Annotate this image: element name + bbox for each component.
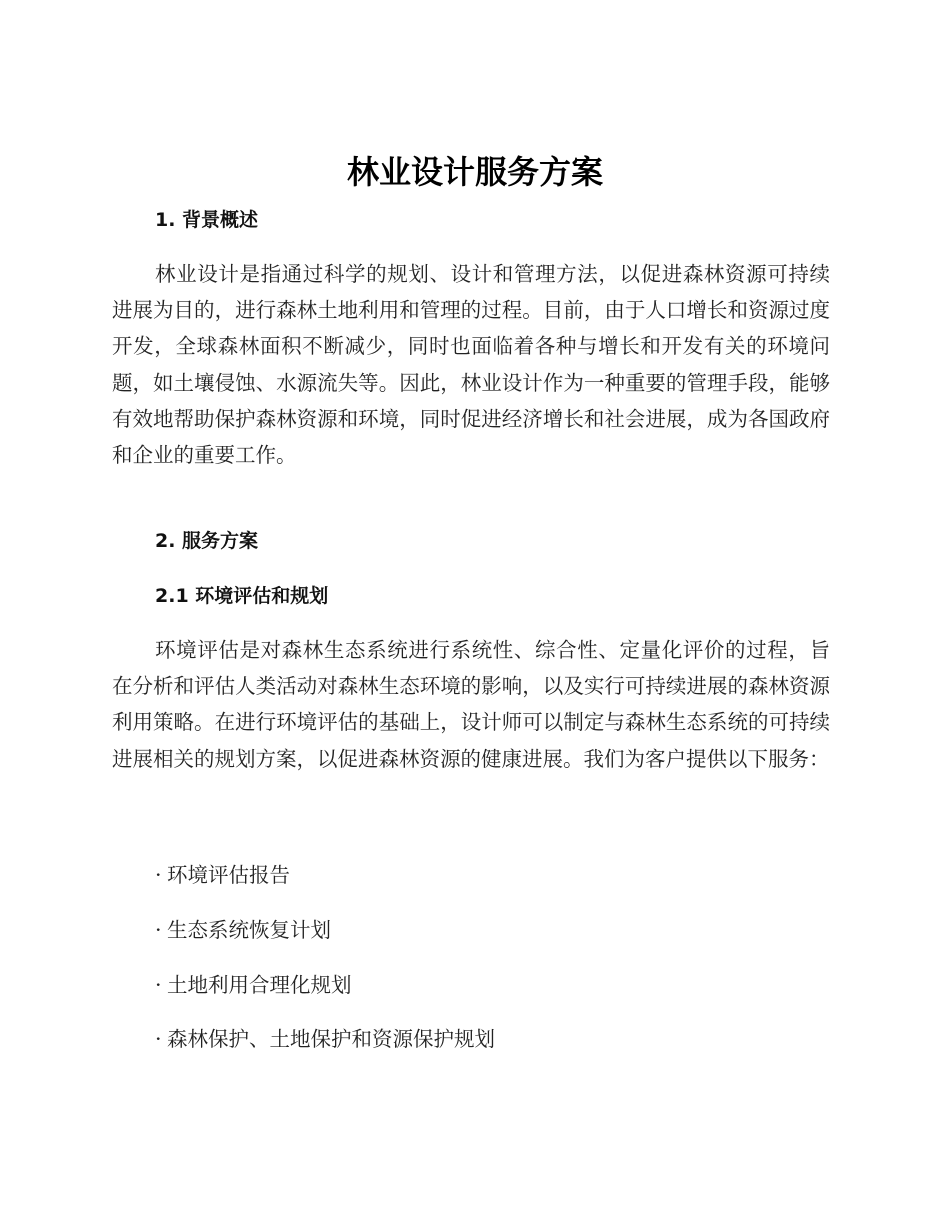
- list-item: [155, 860, 290, 890]
- environment-assessment-paragraph: 环境评估是对森林生态系统进行系统性、综合性、定量化评价的过程，旨在分析和评估人类活动对森林生态环境的影响，以及实行可持续进展的森林资源利用策略。在进行环境评估的基础上，设计师可以制定与森林生态系统的可持续进展相关的规划方案，以促进森林资源的健康进展。我们为客户提供以下服务：: [112, 638, 830, 771]
- list-item-text: 土地利用合理化规划: [167, 973, 352, 997]
- background-paragraph: 林业设计是指通过科学的规划、设计和管理方法，以促进森林资源可持续进展为目的，进行森林土地利用和管理的过程。目前，由于人口增长和资源过度开发，全球森林面积不断减少，同时也面临着各种与增长和开发有关的环境问题，如土壤侵蚀、水源流失等。因此，林业设计作为一种重要的管理手段，能够有效地帮助保护森林资源和环境，同时促进经济增长和社会进展，成为各国政府和企业的重要工作。: [112, 262, 830, 468]
- list-item: [155, 1024, 495, 1054]
- section-heading-service-plan: 2. 服务方案: [155, 530, 259, 552]
- list-item: [155, 970, 352, 1000]
- list-item: [155, 915, 331, 945]
- bullet-icon: ·: [155, 973, 162, 997]
- document-title: 林业设计服务方案: [346, 153, 603, 191]
- list-item-text: 环境评估报告: [167, 863, 290, 887]
- section-heading-background: 1. 背景概述: [155, 209, 259, 231]
- bullet-icon: ·: [155, 918, 162, 942]
- bullet-icon: ·: [155, 863, 162, 887]
- list-item-text: 生态系统恢复计划: [167, 918, 331, 942]
- subsection-heading-environment-assessment: 2.1 环境评估和规划: [155, 585, 329, 607]
- bullet-icon: ·: [155, 1027, 162, 1051]
- list-item-text: 森林保护、土地保护和资源保护规划: [167, 1027, 495, 1051]
